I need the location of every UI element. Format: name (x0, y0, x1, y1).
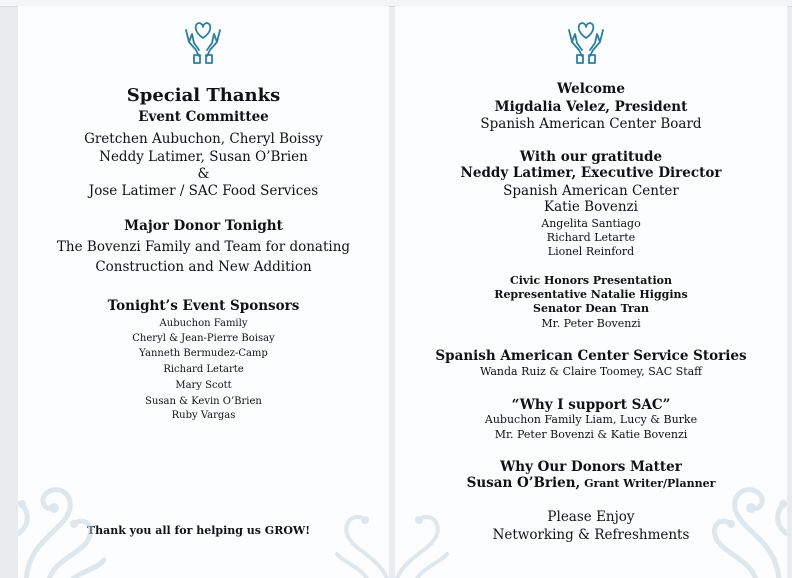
gratitude-heading: With our gratitude (519, 149, 663, 165)
sponsor-item: Ruby Vargas (171, 410, 236, 421)
sponsors-heading: Tonight’s Event Sponsors (107, 298, 300, 314)
donors-name: Susan O’Brien, (466, 475, 581, 491)
stories-line: Wanda Ruiz & Claire Toomey, SAC Staff (480, 365, 702, 378)
staff-item: Lionel Reinford (547, 245, 635, 258)
sponsor-item: Cheryl & Jean-Pierre Boisay (132, 333, 275, 344)
committee-line: Jose Latimer / SAC Food Services (88, 183, 319, 199)
why-line: Aubuchon Family Liam, Lucy & Burke (484, 413, 698, 426)
right-page (395, 6, 787, 578)
left-page (18, 6, 389, 578)
donors-role: Grant Writer/Planner (580, 477, 716, 490)
sponsor-item: Richard Letarte (163, 364, 244, 375)
enjoy-line: Networking & Refreshments (492, 527, 690, 543)
swirl-ornament (319, 494, 389, 578)
why-line: Mr. Peter Bovenzi & Katie Bovenzi (494, 428, 688, 441)
donor-heading: Major Donor Tonight (124, 218, 283, 234)
peter-line: Mr. Peter Bovenzi (541, 317, 641, 330)
senator-line: Senator Dean Tran (533, 302, 649, 315)
katie-line: Katie Bovenzi (544, 199, 638, 215)
donors-heading: Why Our Donors Matter (500, 459, 682, 475)
director-line: Neddy Latimer, Executive Director (460, 165, 722, 181)
committee-heading: Event Committee (138, 109, 269, 125)
board-line: Spanish American Center Board (480, 116, 702, 132)
why-heading: “Why I support SAC” (511, 397, 671, 413)
president-line: Migdalia Velez, President (494, 99, 688, 115)
staff-item: Angelita Santiago (541, 217, 641, 230)
sponsor-item: Aubuchon Family (159, 318, 248, 329)
rep-line: Representative Natalie Higgins (494, 288, 688, 301)
committee-line: Neddy Latimer, Susan O’Brien (99, 149, 308, 165)
civic-heading: Civic Honors Presentation (510, 274, 672, 287)
sponsor-item: Mary Scott (175, 380, 232, 391)
staff-item: Richard Letarte (546, 231, 636, 244)
swirl-ornament (395, 494, 465, 578)
swirl-ornament (18, 464, 108, 578)
sponsor-item: Susan & Kevin O’Brien (145, 396, 262, 407)
center-line: Spanish American Center (503, 183, 679, 199)
title: Special Thanks (126, 85, 281, 106)
committee-line: Gretchen Aubuchon, Cheryl Boissy (84, 131, 323, 147)
closing-line: Thank you all for helping us GROW! (86, 524, 311, 537)
heart-hands-icon (563, 20, 609, 64)
committee-amp: & (197, 166, 210, 182)
swirl-ornament (697, 464, 787, 578)
enjoy-line: Please Enjoy (547, 509, 635, 525)
heart-hands-icon (180, 20, 226, 64)
donor-line: Construction and New Addition (95, 259, 312, 275)
donor-line: The Bovenzi Family and Team for donating (56, 239, 351, 255)
sponsor-item: Yanneth Bermudez-Camp (139, 348, 268, 359)
stories-heading: Spanish American Center Service Stories (435, 348, 747, 364)
welcome-heading: Welcome (557, 81, 625, 97)
